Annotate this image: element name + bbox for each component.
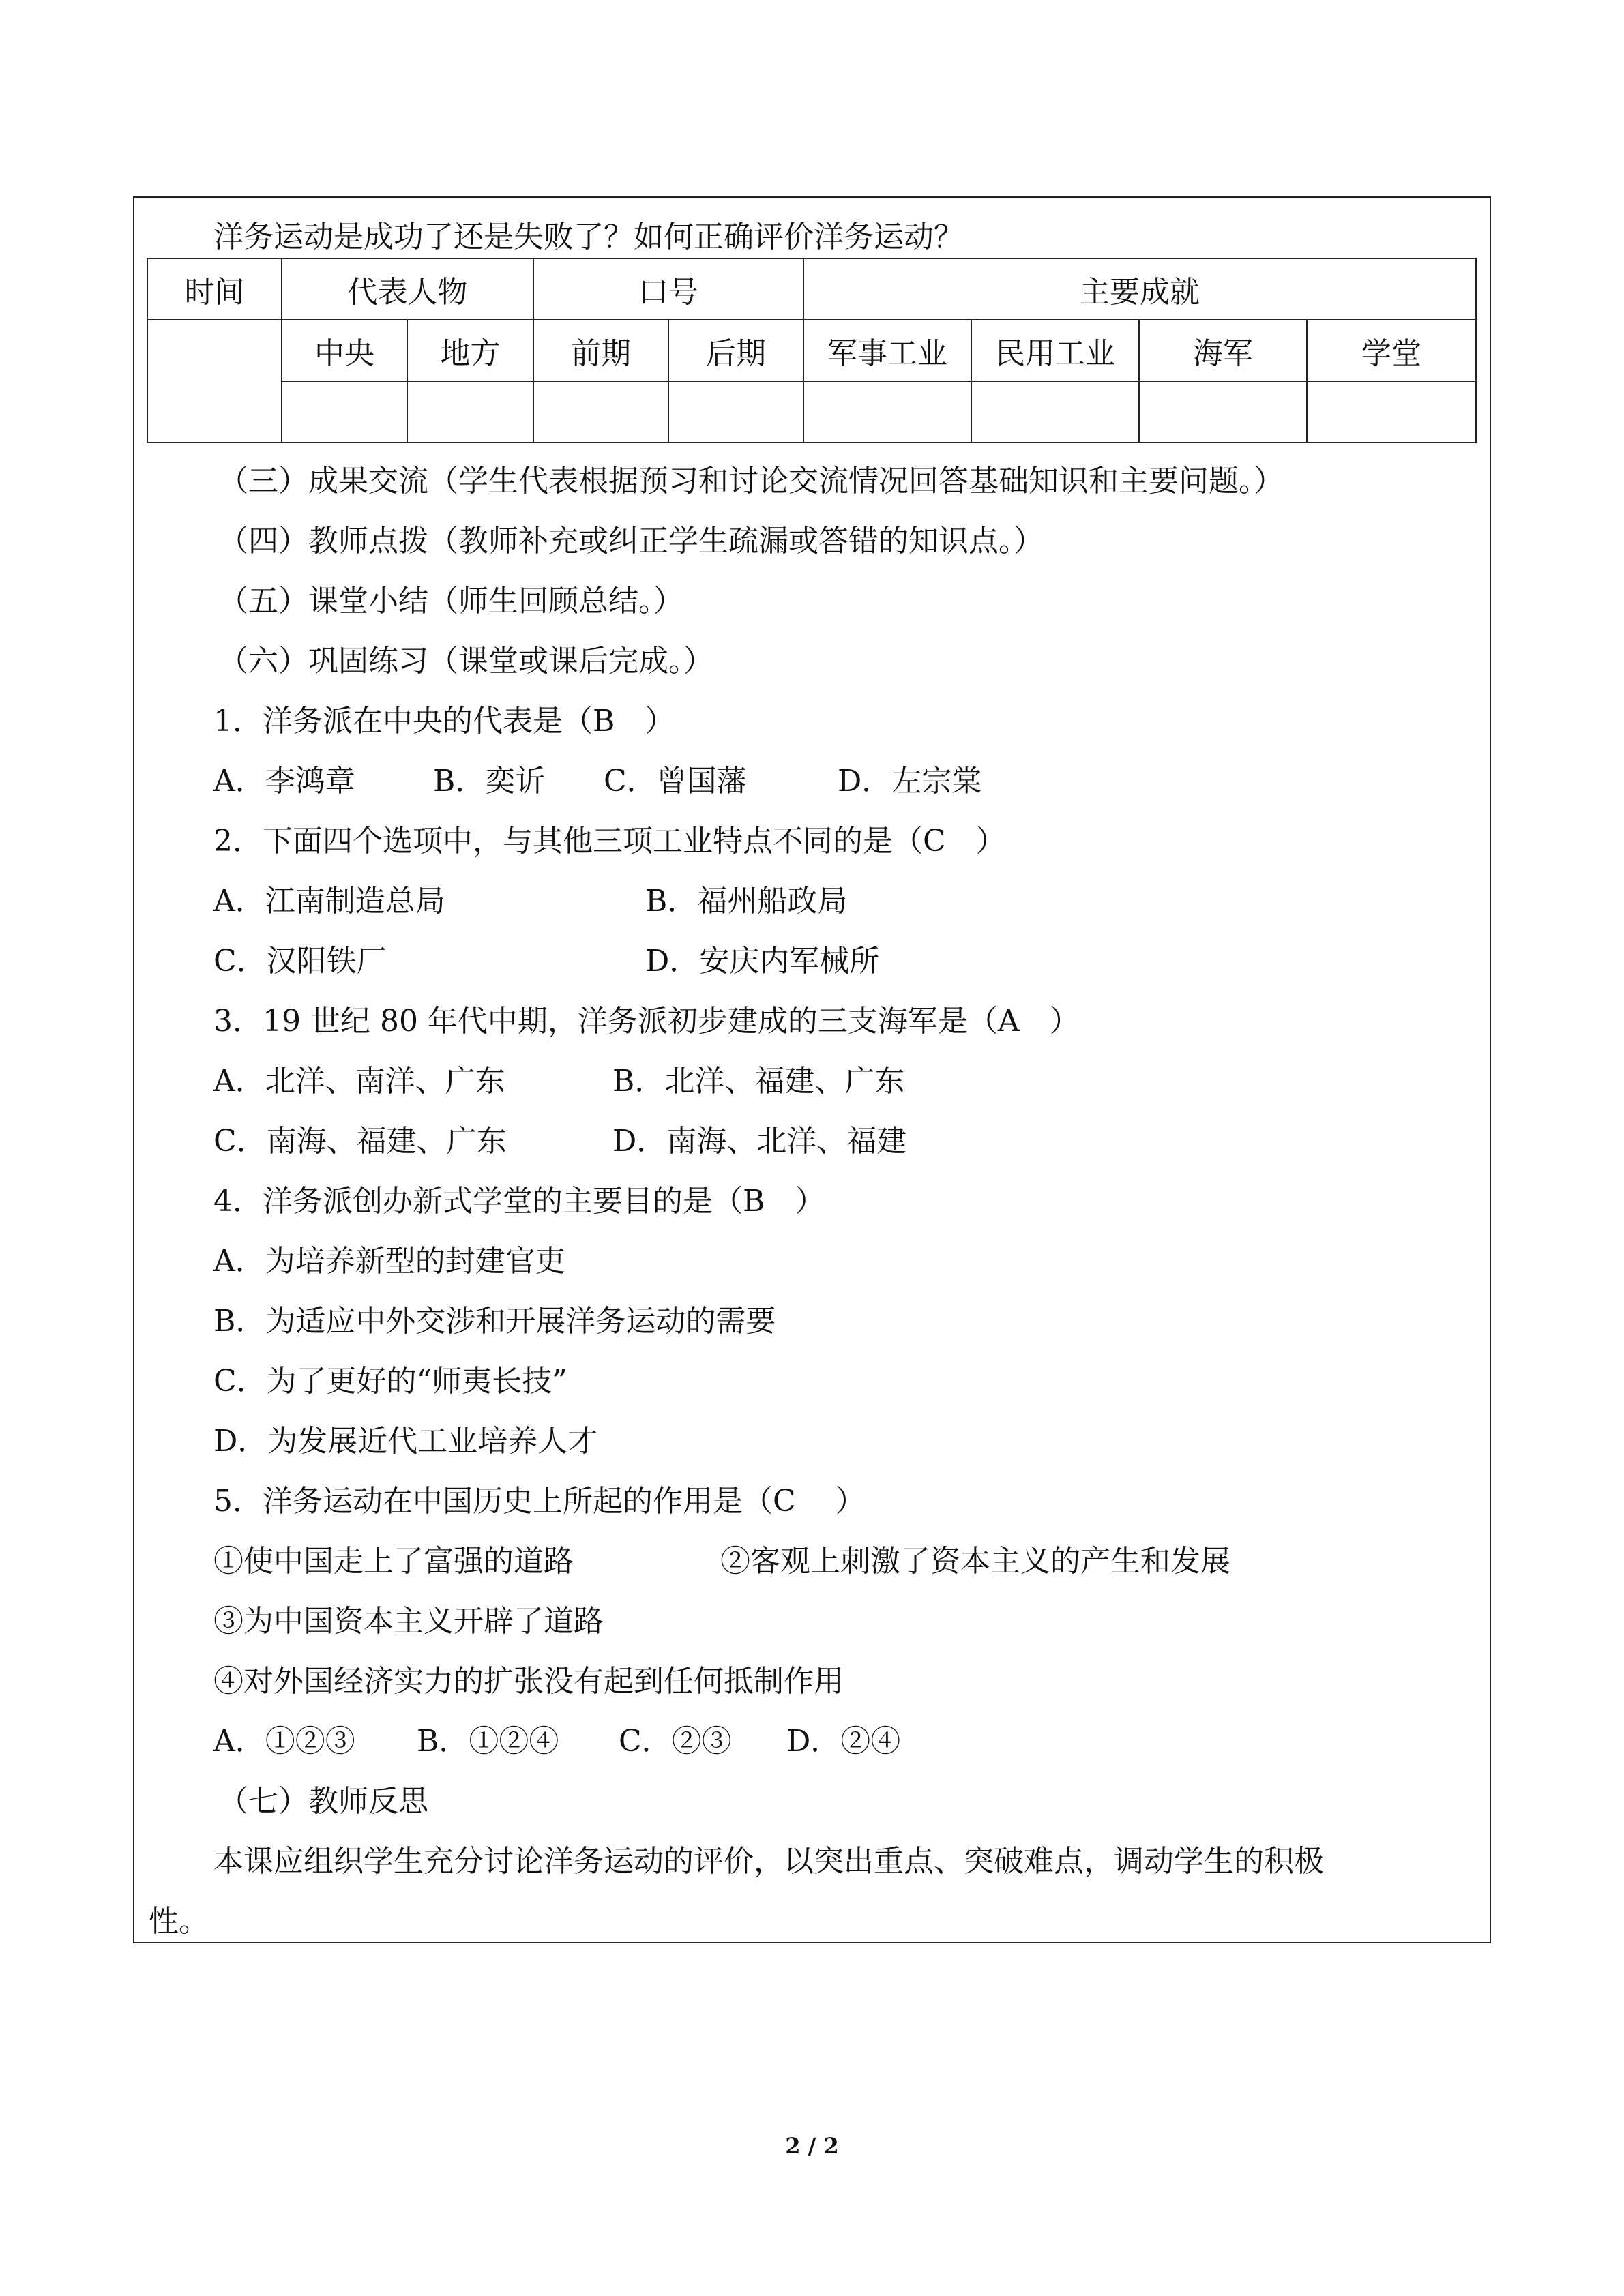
q4-option-b: B．为适应中外交涉和开展洋务运动的需要	[213, 1304, 776, 1339]
summary-table	[147, 258, 1477, 443]
q2-option-c: C．汉阳铁厂	[213, 944, 387, 979]
q5-option-a: A．①②③	[213, 1724, 355, 1759]
q3-option-b: B．北洋、福建、广东	[612, 1064, 905, 1099]
q4-option-d: D．为发展近代工业培养人才	[213, 1424, 598, 1459]
subheader-civil-industry: 民用工业	[971, 320, 1139, 381]
subheader-late: 后期	[668, 320, 803, 381]
q3-option-d: D．南海、北洋、福建	[612, 1124, 907, 1159]
q5-option-b: B．①②④	[417, 1724, 559, 1759]
header-slogan: 口号	[533, 258, 803, 320]
blank-cell	[1307, 381, 1476, 443]
q5-statement-2: ②客观上刺激了资本主义的产生和发展	[720, 1544, 1230, 1579]
q1-option-d: D．左宗棠	[838, 764, 982, 799]
q5-statement-3: ③为中国资本主义开辟了道路	[213, 1604, 604, 1639]
header-people: 代表人物	[282, 258, 533, 320]
q1-option-b: B．奕䜣	[433, 764, 546, 799]
subheader-central: 中央	[282, 320, 407, 381]
blank-cell	[282, 381, 407, 443]
q2-option-b: B．福州船政局	[645, 884, 848, 919]
subheader-early: 前期	[533, 320, 668, 381]
q3-option-a: A．北洋、南洋、广东	[213, 1064, 505, 1099]
q3-stem: 3．19 世纪 80 年代中期，洋务派初步建成的三支海军是（A ）	[213, 1004, 1080, 1039]
q5-stem: 5．洋务运动在中国历史上所起的作用是（C ）	[213, 1484, 866, 1519]
blank-cell	[533, 381, 668, 443]
section-6: （六）巩固练习（课堂或课后完成。）	[218, 644, 713, 679]
header-time: 时间	[147, 258, 282, 320]
subheader-local: 地方	[407, 320, 533, 381]
q2-stem: 2．下面四个选项中，与其他三项工业特点不同的是（C ）	[213, 824, 1006, 859]
q3-option-c: C．南海、福建、广东	[213, 1124, 507, 1159]
section-7: （七）教师反思	[218, 1784, 428, 1819]
q2-option-a: A．江南制造总局	[213, 884, 445, 919]
reflection-line-2: 性。	[149, 1904, 209, 1939]
q5-option-c: C．②③	[619, 1724, 732, 1759]
q1-stem: 1．洋务派在中央的代表是（B ）	[213, 704, 675, 739]
blank-cell	[668, 381, 803, 443]
q5-option-d: D．②④	[786, 1724, 901, 1759]
blank-cell	[971, 381, 1139, 443]
reflection-line-1: 本课应组织学生充分讨论洋务运动的评价，以突出重点、突破难点，调动学生的积极	[213, 1844, 1324, 1879]
q4-option-c: C．为了更好的“师夷长技”	[213, 1364, 567, 1399]
q2-option-d: D．安庆内军械所	[645, 944, 880, 979]
subheader-school: 学堂	[1307, 320, 1476, 381]
q5-statement-4: ④对外国经济实力的扩张没有起到任何抵制作用	[213, 1664, 844, 1699]
page-number: 2 / 2	[785, 2133, 839, 2159]
subheader-navy: 海军	[1139, 320, 1307, 381]
blank-cell	[803, 381, 971, 443]
section-3: （三）成果交流（学生代表根据预习和讨论交流情况回答基础知识和主要问题。）	[218, 464, 1284, 498]
subheader-military-industry: 军事工业	[803, 320, 971, 381]
header-achievements: 主要成就	[803, 258, 1476, 320]
blank-cell	[1139, 381, 1307, 443]
q5-statement-1: ①使中国走上了富强的道路	[213, 1544, 574, 1579]
question-intro: 洋务运动是成功了还是失败了？如何正确评价洋务运动？	[213, 220, 964, 254]
q4-option-a: A．为培养新型的封建官吏	[213, 1244, 565, 1279]
section-4: （四）教师点拨（教师补充或纠正学生疏漏或答错的知识点。）	[218, 524, 1044, 558]
blank-cell	[407, 381, 533, 443]
section-5: （五）课堂小结（师生回顾总结。）	[218, 584, 683, 618]
time-cell	[147, 320, 282, 443]
q4-stem: 4．洋务派创办新式学堂的主要目的是（B ）	[213, 1184, 825, 1219]
q1-option-a: A．李鸿章	[213, 764, 355, 799]
q1-option-c: C．曾国藩	[604, 764, 747, 799]
